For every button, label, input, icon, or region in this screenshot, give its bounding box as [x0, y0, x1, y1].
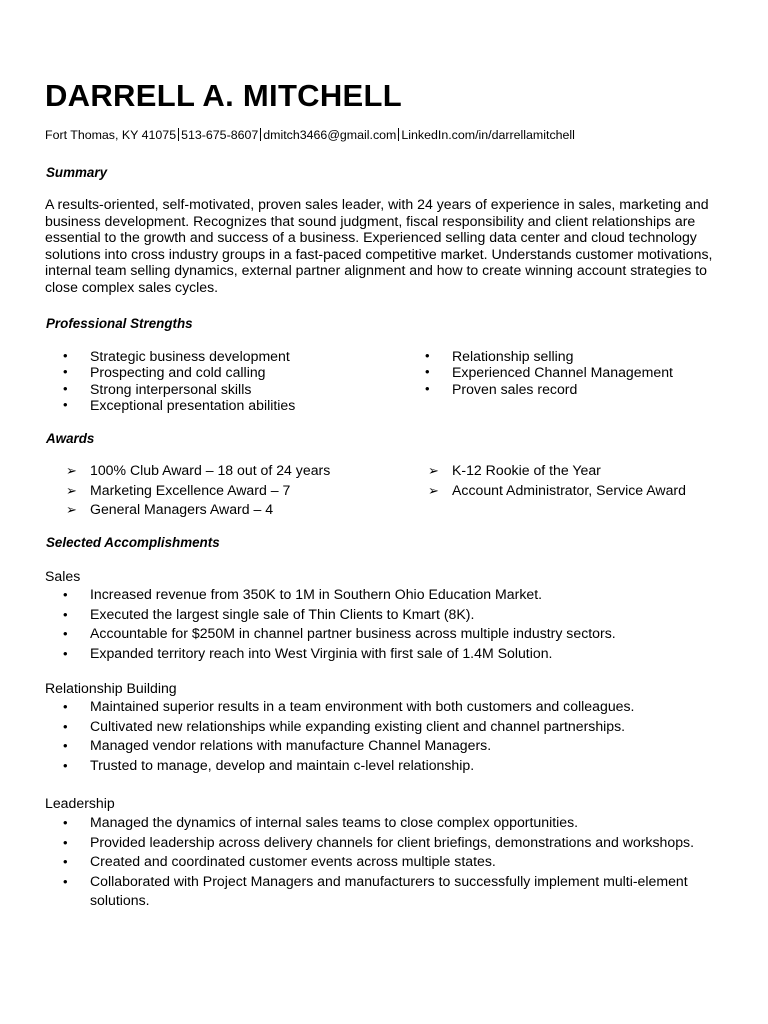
bullet-icon: • — [63, 397, 68, 413]
strengths-list-left — [45, 348, 295, 414]
list-item: • Executed the largest single sale of Thin Clients to Kmart (8K). — [45, 605, 695, 625]
strengths-list-right — [407, 348, 673, 397]
list-item: • Relationship selling — [425, 348, 574, 364]
bullet-icon: • — [63, 380, 68, 396]
list-item: • Cultivated new relationships while expanding existing client and channel partnerships. — [45, 717, 695, 737]
strengths-heading: Professional Strengths — [46, 316, 193, 331]
list-item: • Collaborated with Project Managers and manufacturers to successfully implement multi-element solutions. — [63, 872, 688, 909]
arrow-bullet-icon: ➢ — [428, 463, 439, 478]
list-item: • Maintained superior results in a team environment with both customers and colleagues. — [45, 697, 695, 717]
contact-separator — [398, 128, 399, 141]
contact-separator — [260, 128, 261, 141]
arrow-bullet-icon: ➢ — [66, 502, 77, 517]
list-item: ➢ 100% Club Award – 18 out of 24 years — [45, 461, 330, 481]
list-item: • Created and coordinated customer events across multiple states. — [45, 852, 695, 872]
list-item: • Experienced Channel Management — [425, 364, 673, 381]
contact-email[interactable]: dmitch3466@gmail.com — [263, 128, 397, 142]
contact-linkedin[interactable]: LinkedIn.com/in/darrellamitchell — [401, 128, 575, 142]
relationship-building-list — [45, 697, 695, 775]
bullet-icon: • — [63, 606, 68, 622]
bullet-icon: • — [63, 348, 68, 363]
list-item: • Proven sales record — [425, 380, 578, 397]
bullet-icon: • — [63, 854, 68, 870]
leadership-list — [45, 813, 695, 911]
list-item: • Prospecting and cold calling — [63, 364, 266, 381]
list-item: • Managed the dynamics of internal sales teams to close complex opportunities. — [45, 813, 695, 833]
group-title-relationship-building: Relationship Building — [45, 680, 177, 696]
bullet-icon: • — [63, 587, 68, 602]
bullet-icon: • — [63, 815, 68, 830]
list-item: ➢ Marketing Excellence Award – 7 — [45, 481, 330, 501]
bullet-icon: • — [63, 645, 68, 661]
list-item: ➢ General Managers Award – 4 — [45, 500, 330, 520]
group-title-sales: Sales — [45, 568, 81, 584]
arrow-bullet-icon: ➢ — [66, 482, 77, 498]
list-item: • Expanded territory reach into West Virginia with first sale of 1.4M Solution. — [45, 644, 695, 664]
list-item: • Exceptional presentation abilities — [63, 397, 296, 414]
bullet-icon: • — [63, 834, 68, 850]
list-item: • Accountable for $250M in channel partner business across multiple industry sectors. — [45, 624, 695, 644]
bullet-icon: • — [63, 738, 68, 754]
list-item: • Trusted to manage, develop and maintain c-level relationship. — [45, 756, 695, 776]
list-item: • Strong interpersonal skills — [63, 380, 252, 397]
list-item: • Managed vendor relations with manufacture Channel Managers. — [45, 736, 695, 756]
bullet-icon: • — [63, 626, 68, 642]
awards-heading: Awards — [46, 431, 95, 446]
list-item: ➢ K-12 Rookie of the Year — [407, 461, 686, 481]
sales-list — [45, 585, 695, 663]
bullet-icon: • — [425, 348, 430, 363]
summary-paragraph: A results-oriented, self-motivated, proven sales leader, with 24 years of experience in sales, marketing and business development. Recognizes that sound judgment, fiscal responsibility and client relationships are essential to the growth and success of a business. Experienced selling data center and cloud technology solutions into cross industry groups in a fast-paced competitive market. Understands customer motivations, internal team selling dynamics, external partner alignment and how to create winning account strategies to close complex sales cycles. — [45, 196, 713, 295]
bullet-icon: • — [63, 699, 68, 714]
resume-page — [45, 0, 735, 1024]
group-title-leadership: Leadership — [45, 795, 115, 811]
awards-list-left — [45, 461, 330, 520]
awards-list-right — [407, 461, 686, 500]
candidate-name: DARRELL A. MITCHELL — [45, 78, 403, 113]
arrow-bullet-icon: ➢ — [428, 482, 439, 498]
bullet-icon: • — [63, 364, 68, 380]
contact-line — [45, 128, 575, 143]
bullet-icon: • — [425, 380, 430, 396]
contact-separator — [178, 128, 179, 141]
arrow-bullet-icon: ➢ — [66, 463, 77, 478]
summary-heading: Summary — [46, 165, 108, 180]
contact-phone: 513-675-8607 — [181, 128, 259, 142]
list-item: ➢ Account Administrator, Service Award — [407, 481, 686, 501]
bullet-icon: • — [63, 718, 68, 734]
bullet-icon: • — [425, 364, 430, 380]
list-item: • Provided leadership across delivery channels for client briefings, demonstrations and workshops. — [45, 833, 695, 853]
accomplishments-heading: Selected Accomplishments — [46, 535, 220, 550]
bullet-icon: • — [63, 757, 68, 773]
list-item: • Strategic business development — [63, 348, 290, 364]
bullet-icon: • — [63, 873, 68, 889]
contact-location: Fort Thomas, KY 41075 — [45, 128, 177, 142]
list-item: • Increased revenue from 350K to 1M in Southern Ohio Education Market. — [45, 585, 695, 605]
